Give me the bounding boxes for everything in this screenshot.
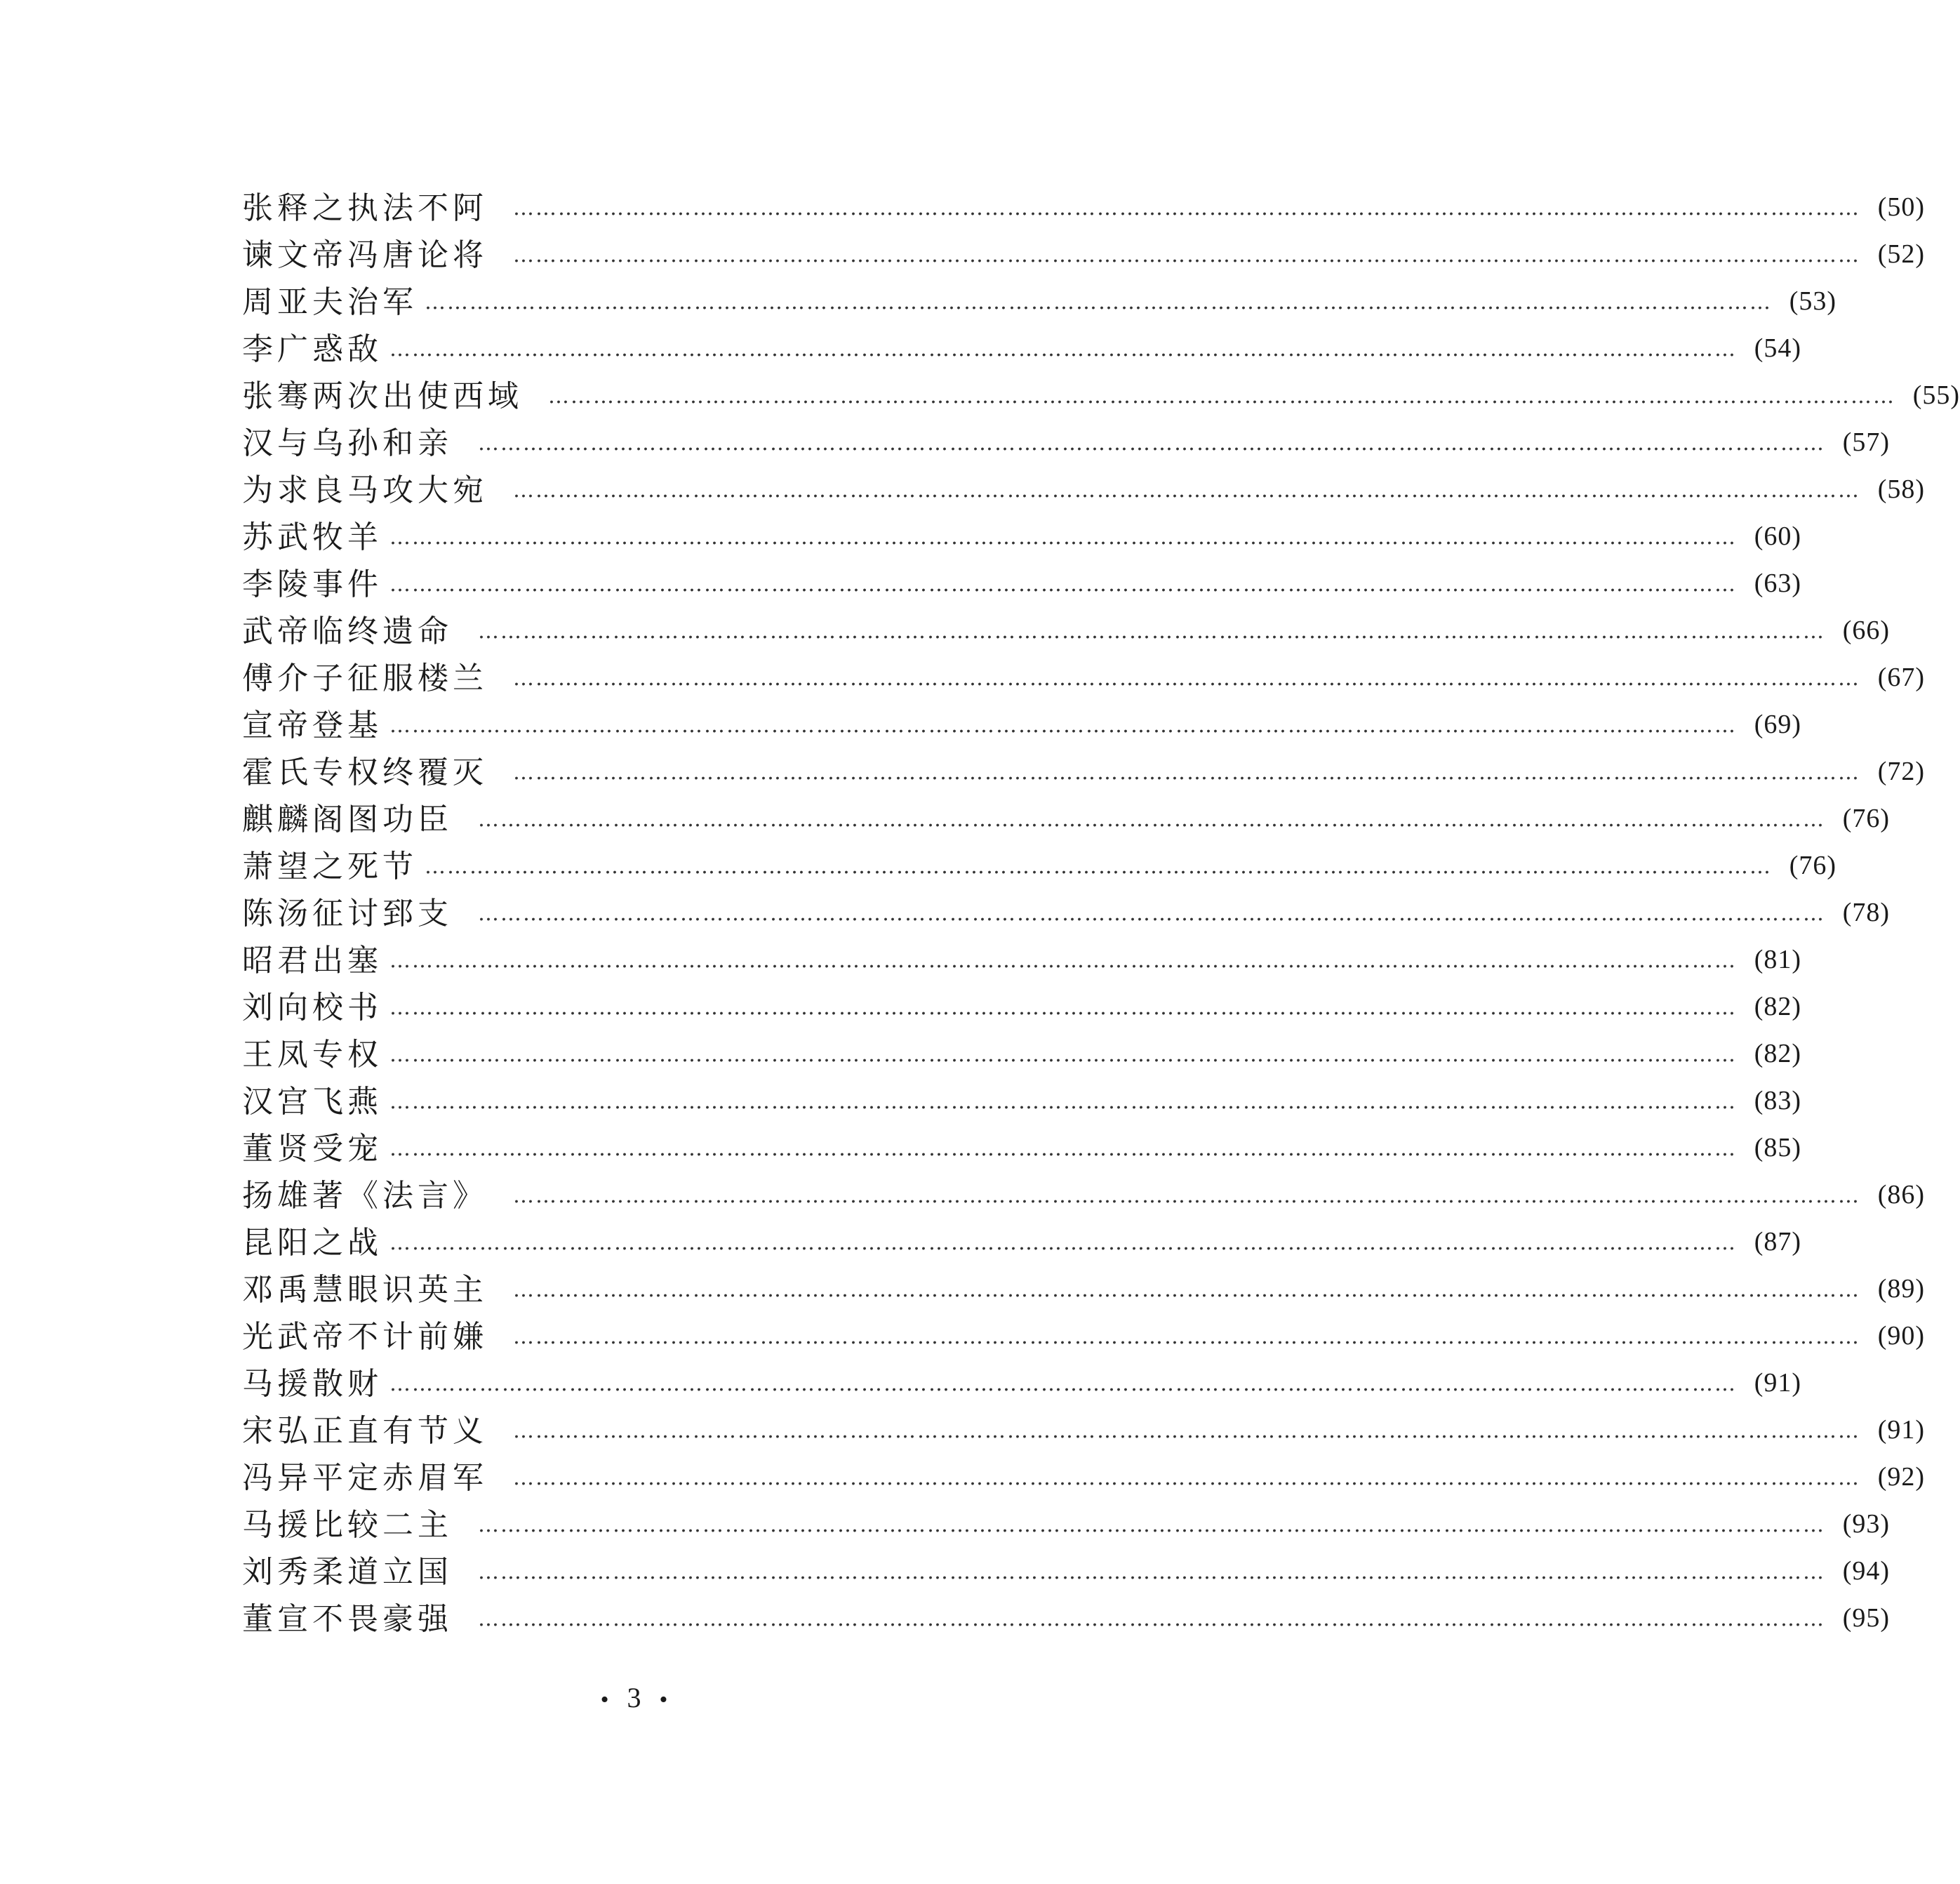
entry-page-number: (69) [1754, 709, 1801, 739]
dot-leader: ……………………………………………………………………………………………………………………………………………………………… [389, 1371, 1737, 1396]
toc-entry[interactable] [242, 792, 1890, 840]
toc-entry[interactable] [242, 1451, 1925, 1498]
toc-entry[interactable] [242, 981, 1801, 1028]
toc-entry[interactable] [242, 322, 1801, 369]
dot-leader: ……………………………………………………………………………………………………………………………………………………………… [513, 665, 1860, 691]
toc-entry[interactable] [242, 228, 1925, 275]
toc-entry[interactable] [242, 1122, 1801, 1169]
entry-title: 董宣不畏豪强 [242, 1600, 453, 1637]
entry-page-number: (60) [1754, 521, 1801, 551]
entry-title: 萧望之死节 [242, 848, 418, 884]
entry-title: 武帝临终遗命 [242, 613, 453, 649]
dot-leader: ……………………………………………………………………………………………………………………………………………………………… [478, 1512, 1825, 1537]
dot-leader: ……………………………………………………………………………………………………………………………………………………………… [478, 901, 1825, 926]
toc-entry[interactable] [242, 369, 1960, 416]
dot-leader: ……………………………………………………………………………………………………………………………………………………………… [478, 618, 1825, 644]
entry-title: 汉与乌孙和亲 [242, 425, 453, 461]
dot-leader: ……………………………………………………………………………………………………………………………………………………………… [478, 1606, 1825, 1631]
page-footer [0, 1681, 1268, 1714]
entry-title: 昭君出塞 [242, 942, 382, 979]
entry-page-number: (92) [1877, 1461, 1925, 1492]
toc-entry[interactable] [242, 181, 1925, 228]
table-of-contents [242, 181, 1960, 1639]
entry-page-number: (66) [1842, 615, 1890, 645]
entry-title: 麒麟阁图功臣 [242, 801, 453, 837]
dot-leader: ……………………………………………………………………………………………………………………………………………………………… [513, 1324, 1860, 1349]
entry-page-number: (63) [1754, 568, 1801, 598]
entry-title: 张骞两次出使西域 [242, 378, 523, 414]
toc-entry[interactable] [242, 275, 1836, 322]
entry-title: 谏文帝冯唐论将 [242, 237, 488, 273]
dot-leader: ……………………………………………………………………………………………………………………………………………………………… [513, 195, 1860, 220]
toc-entry[interactable] [242, 745, 1925, 792]
dot-leader: ……………………………………………………………………………………………………………………………………………………………… [513, 477, 1860, 503]
entry-page-number: (58) [1877, 474, 1925, 504]
entry-title: 李广惑敌 [242, 331, 382, 367]
entry-page-number: (53) [1789, 286, 1836, 316]
entry-title: 李陵事件 [242, 566, 382, 602]
toc-entry[interactable] [242, 887, 1890, 934]
entry-title: 汉宫飞燕 [242, 1083, 382, 1120]
entry-title: 苏武牧羊 [242, 519, 382, 555]
dot-leader: ……………………………………………………………………………………………………………………………………………………………… [389, 1089, 1737, 1114]
entry-page-number: (67) [1877, 662, 1925, 692]
toc-entry[interactable] [242, 604, 1890, 651]
dot-leader: ……………………………………………………………………………………………………………………………………………………………… [513, 1418, 1860, 1443]
footer-dot-right: • [659, 1687, 668, 1713]
footer-dot-left: • [600, 1687, 609, 1713]
entry-page-number: (89) [1877, 1273, 1925, 1303]
toc-entry[interactable] [242, 934, 1801, 981]
dot-leader: ……………………………………………………………………………………………………………………………………………………………… [425, 289, 1772, 314]
dot-leader: ……………………………………………………………………………………………………………………………………………………………… [389, 1230, 1737, 1255]
page-number: 3 [627, 1682, 641, 1713]
dot-leader: ……………………………………………………………………………………………………………………………………………………………… [389, 1042, 1737, 1067]
toc-entry[interactable] [242, 1263, 1925, 1310]
entry-page-number: (52) [1877, 239, 1925, 269]
entry-page-number: (95) [1842, 1603, 1890, 1633]
dot-leader: ……………………………………………………………………………………………………………………………………………………………… [513, 1277, 1860, 1302]
entry-page-number: (87) [1754, 1226, 1801, 1256]
entry-title: 冯异平定赤眉军 [242, 1459, 488, 1496]
entry-page-number: (83) [1754, 1085, 1801, 1115]
entry-page-number: (82) [1754, 991, 1801, 1021]
dot-leader: ……………………………………………………………………………………………………………………………………………………………… [389, 1136, 1737, 1161]
entry-title: 傅介子征服楼兰 [242, 660, 488, 696]
dot-leader: ……………………………………………………………………………………………………………………………………………………………… [513, 759, 1860, 785]
toc-entry[interactable] [242, 1498, 1890, 1545]
entry-title: 为求良马攻大宛 [242, 472, 488, 508]
entry-page-number: (78) [1842, 897, 1890, 927]
dot-leader: ……………………………………………………………………………………………………………………………………………………………… [513, 1183, 1860, 1208]
toc-entry[interactable] [242, 1545, 1890, 1592]
toc-entry[interactable] [242, 698, 1801, 745]
entry-page-number: (91) [1754, 1367, 1801, 1398]
entry-title: 王凤专权 [242, 1036, 382, 1073]
dot-leader: ……………………………………………………………………………………………………………………………………………………………… [389, 948, 1737, 973]
dot-leader: ……………………………………………………………………………………………………………………………………………………………… [478, 807, 1825, 832]
dot-leader: ……………………………………………………………………………………………………………………………………………………………… [389, 336, 1737, 361]
entry-page-number: (54) [1754, 333, 1801, 363]
toc-entry[interactable] [242, 1404, 1925, 1451]
entry-page-number: (76) [1842, 803, 1890, 833]
toc-entry[interactable] [242, 1216, 1801, 1263]
entry-page-number: (81) [1754, 944, 1801, 974]
entry-page-number: (55) [1912, 380, 1960, 410]
entry-page-number: (90) [1877, 1320, 1925, 1351]
dot-leader: ……………………………………………………………………………………………………………………………………………………………… [389, 571, 1737, 597]
entry-page-number: (85) [1754, 1132, 1801, 1162]
entry-title: 周亚夫治军 [242, 284, 418, 320]
entry-page-number: (57) [1842, 427, 1890, 457]
dot-leader: ……………………………………………………………………………………………………………………………………………………………… [389, 712, 1737, 738]
toc-entry[interactable] [242, 1028, 1801, 1075]
entry-title: 邓禹慧眼识英主 [242, 1271, 488, 1308]
dot-leader: ……………………………………………………………………………………………………………………………………………………………… [513, 1465, 1860, 1490]
toc-entry[interactable] [242, 510, 1801, 557]
toc-entry[interactable] [242, 840, 1836, 887]
entry-title: 霍氏专权终覆灭 [242, 754, 488, 790]
entry-page-number: (72) [1877, 756, 1925, 786]
dot-leader: ……………………………………………………………………………………………………………………………………………………………… [389, 524, 1737, 550]
toc-entry[interactable] [242, 1310, 1925, 1357]
dot-leader: ……………………………………………………………………………………………………………………………………………………………… [425, 854, 1772, 879]
entry-title: 光武帝不计前嫌 [242, 1318, 488, 1355]
entry-title: 刘秀柔道立国 [242, 1553, 453, 1590]
entry-title: 张释之执法不阿 [242, 190, 488, 226]
entry-page-number: (93) [1842, 1508, 1890, 1539]
entry-title: 马援散财 [242, 1365, 382, 1402]
entry-title: 宋弘正直有节义 [242, 1412, 488, 1449]
entry-title: 董贤受宠 [242, 1130, 382, 1167]
toc-entry[interactable] [242, 1075, 1801, 1122]
entry-title: 刘向校书 [242, 989, 382, 1026]
entry-page-number: (86) [1877, 1179, 1925, 1209]
entry-title: 马援比较二主 [242, 1506, 453, 1543]
dot-leader: ……………………………………………………………………………………………………………………………………………………………… [548, 383, 1895, 409]
entry-page-number: (50) [1877, 192, 1925, 222]
entry-page-number: (91) [1877, 1414, 1925, 1445]
toc-entry[interactable] [242, 1169, 1925, 1216]
dot-leader: ……………………………………………………………………………………………………………………………………………………………… [478, 1559, 1825, 1584]
entry-page-number: (76) [1789, 850, 1836, 880]
dot-leader: ……………………………………………………………………………………………………………………………………………………………… [478, 430, 1825, 456]
entry-title: 宣帝登基 [242, 707, 382, 743]
dot-leader: ……………………………………………………………………………………………………………………………………………………………… [389, 995, 1737, 1020]
toc-entry[interactable] [242, 463, 1925, 510]
dot-leader: ……………………………………………………………………………………………………………………………………………………………… [513, 242, 1860, 267]
entry-page-number: (94) [1842, 1555, 1890, 1586]
toc-entry[interactable] [242, 1357, 1801, 1404]
entry-title: 扬雄著《法言》 [242, 1177, 488, 1214]
entry-title: 陈汤征讨郅支 [242, 895, 453, 931]
toc-entry[interactable] [242, 557, 1801, 604]
toc-entry[interactable] [242, 651, 1925, 698]
toc-entry[interactable] [242, 416, 1890, 463]
entry-page-number: (82) [1754, 1038, 1801, 1068]
toc-entry[interactable] [242, 1592, 1890, 1639]
entry-title: 昆阳之战 [242, 1224, 382, 1261]
